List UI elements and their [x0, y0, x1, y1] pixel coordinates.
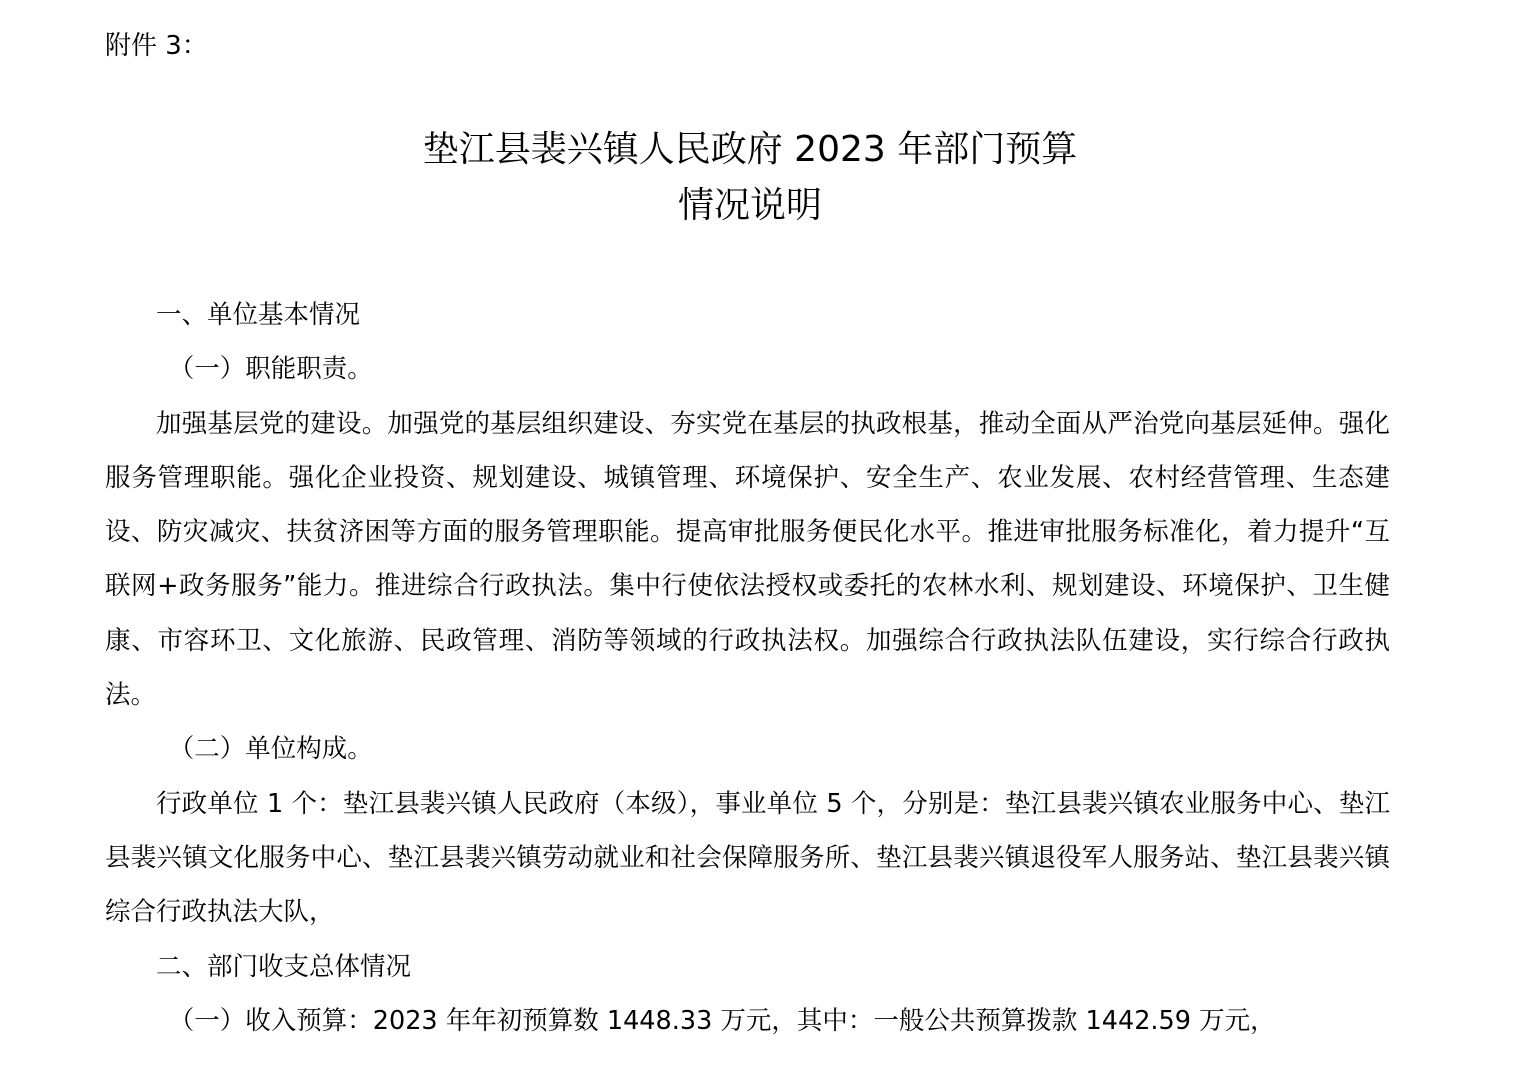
- document-body: [105, 288, 1390, 1048]
- paragraph-composition: 行政单位 1 个：垫江县裴兴镇人民政府（本级），事业单位 5 个，分别是：垫江县裴兴镇农业服务中心、垫江县裴兴镇文化服务中心、垫江县裴兴镇劳动就业和社会保障服务所、垫江县裴兴镇退役军人服务站、垫江县裴兴镇综合行政执法大队，: [105, 788, 1390, 928]
- document-title: 垫江县裴兴镇人民政府 2023 年部门预算: [422, 129, 1078, 170]
- paragraph-functions: 加强基层党的建设。加强党的基层组织建设、夯实党在基层的执政根基，推动全面从严治党向基层延伸。强化服务管理职能。强化企业投资、规划建设、城镇管理、环境保护、安全生产、农业发展、农村经营管理、生态建设、防灾减灾、扶贫济困等方面的服务管理职能。提高审批服务便民化水平。推进审批服务标准化，着力提升“互联网+政务服务”能力。推进综合行政执法。集中行使依法授权或委托的农林水利、规划建设、环境保护、卫生健康、市容环卫、文化旅游、民政管理、消防等领域的行政执法权。加强综合行政执法队伍建设，实行综合行政执法。: [105, 408, 1390, 711]
- attachment-label: 附件 3：: [105, 31, 208, 61]
- subsection-heading-functions: （一）职能职责。: [168, 354, 373, 385]
- paragraph-revenue-budget: （一）收入预算：2023 年年初预算数 1448.33 万元，其中：一般公共预算拨款 1442.59 万元，: [168, 1005, 1276, 1036]
- document-subtitle: 情况说明: [677, 185, 822, 226]
- subsection-heading-composition: （二）单位构成。: [168, 734, 373, 765]
- section-heading-unit-basic-info: 一、单位基本情况: [156, 300, 361, 330]
- section-heading-revenue-expenditure: 二、部门收支总体情况: [156, 951, 412, 982]
